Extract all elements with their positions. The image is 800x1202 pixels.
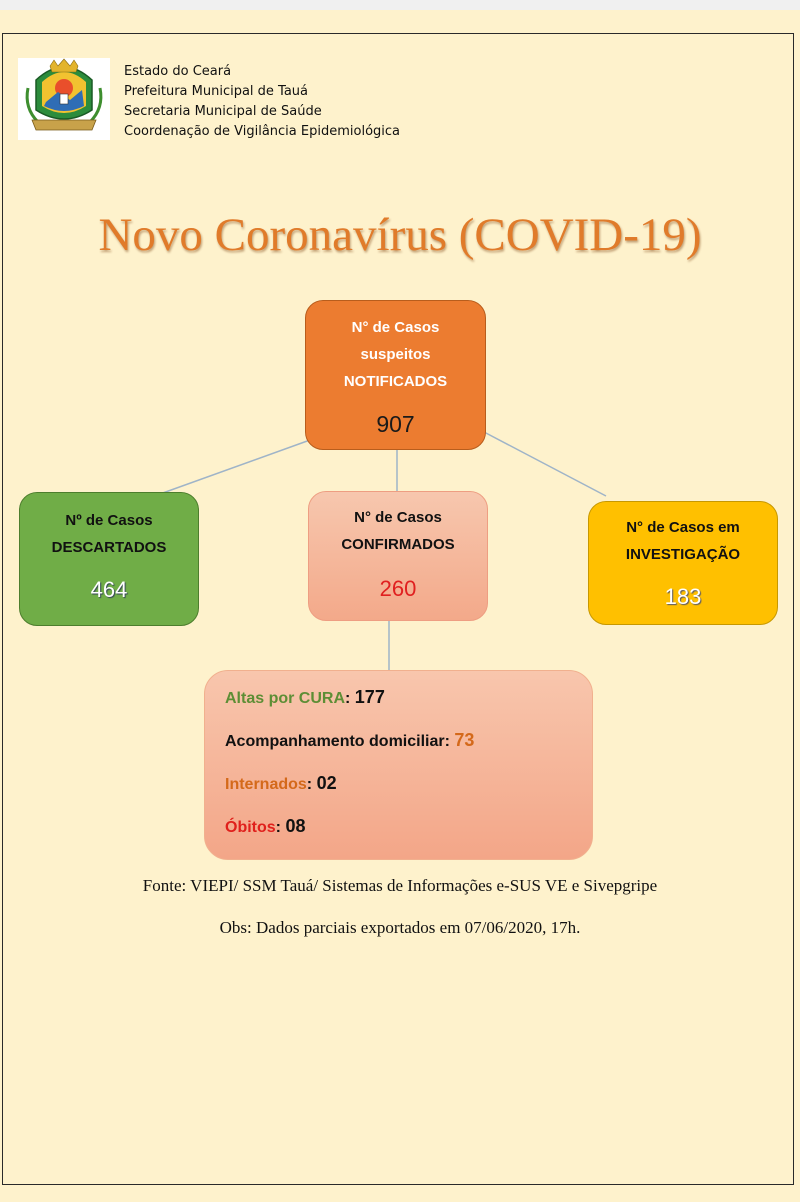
- descartados-box: [19, 492, 199, 626]
- descartados-label-2: DESCARTADOS: [51, 539, 167, 556]
- breakdown-colon: :: [306, 776, 317, 793]
- investigacao-value: 183: [664, 584, 702, 609]
- breakdown-row-cura: [225, 687, 592, 730]
- connector-to-investigacao: [484, 432, 606, 496]
- notificados-box: [305, 300, 486, 450]
- confirmados-box: [308, 491, 488, 621]
- notificados-value: 907: [376, 411, 415, 437]
- breakdown-value-cura: 177: [354, 687, 385, 707]
- breakdown-value-domiciliar: 73: [454, 730, 475, 750]
- confirmados-label-1: N° de Casos: [354, 509, 442, 526]
- header-coordination: Coordenação de Vigilância Epidemiológica: [124, 124, 400, 139]
- breakdown-label-internados: Internados: [225, 776, 307, 793]
- breakdown-row-obitos: [225, 816, 592, 859]
- breakdown-value-internados: 02: [316, 773, 337, 793]
- breakdown-colon: :: [275, 819, 286, 836]
- header-state: Estado do Ceará: [124, 64, 232, 79]
- header-secretariat: Secretaria Municipal de Saúde: [124, 104, 322, 119]
- confirmed-breakdown-box: [204, 670, 593, 860]
- breakdown-colon: :: [444, 733, 455, 750]
- notificados-label-2: suspeitos: [360, 346, 431, 363]
- confirmados-label-2: CONFIRMADOS: [341, 536, 455, 553]
- investigacao-box: [588, 501, 778, 625]
- breakdown-value-obitos: 08: [285, 816, 306, 836]
- page-title: Novo Coronavírus (COVID-19): [98, 209, 702, 261]
- breakdown-label-domiciliar: Acompanhamento domiciliar: [225, 733, 445, 750]
- breakdown-label-obitos: Óbitos: [225, 819, 276, 836]
- descartados-label-1: Nº de Casos: [65, 512, 153, 529]
- descartados-value: 464: [90, 577, 128, 602]
- footer-note: Obs: Dados parciais exportados em 07/06/2020, 17h.: [219, 918, 581, 937]
- notificados-label-3: NOTIFICADOS: [343, 373, 448, 390]
- breakdown-colon: :: [345, 690, 355, 707]
- breakdown-row-domiciliar: [225, 730, 592, 773]
- breakdown-row-internados: [225, 773, 592, 816]
- header-prefecture: Prefeitura Municipal de Tauá: [124, 84, 309, 99]
- notificados-label-1: N° de Casos: [351, 319, 440, 336]
- connector-to-descartados: [160, 440, 310, 494]
- confirmados-value: 260: [379, 576, 417, 601]
- breakdown-label-cura: Altas por CURA: [225, 690, 346, 707]
- footer-source: Fonte: VIEPI/ SSM Tauá/ Sistemas de Informações e-SUS VE e Sivepgripe: [142, 876, 658, 895]
- investigacao-label-2: INVESTIGAÇÃO: [625, 546, 741, 563]
- investigacao-label-1: N° de Casos em: [626, 519, 740, 536]
